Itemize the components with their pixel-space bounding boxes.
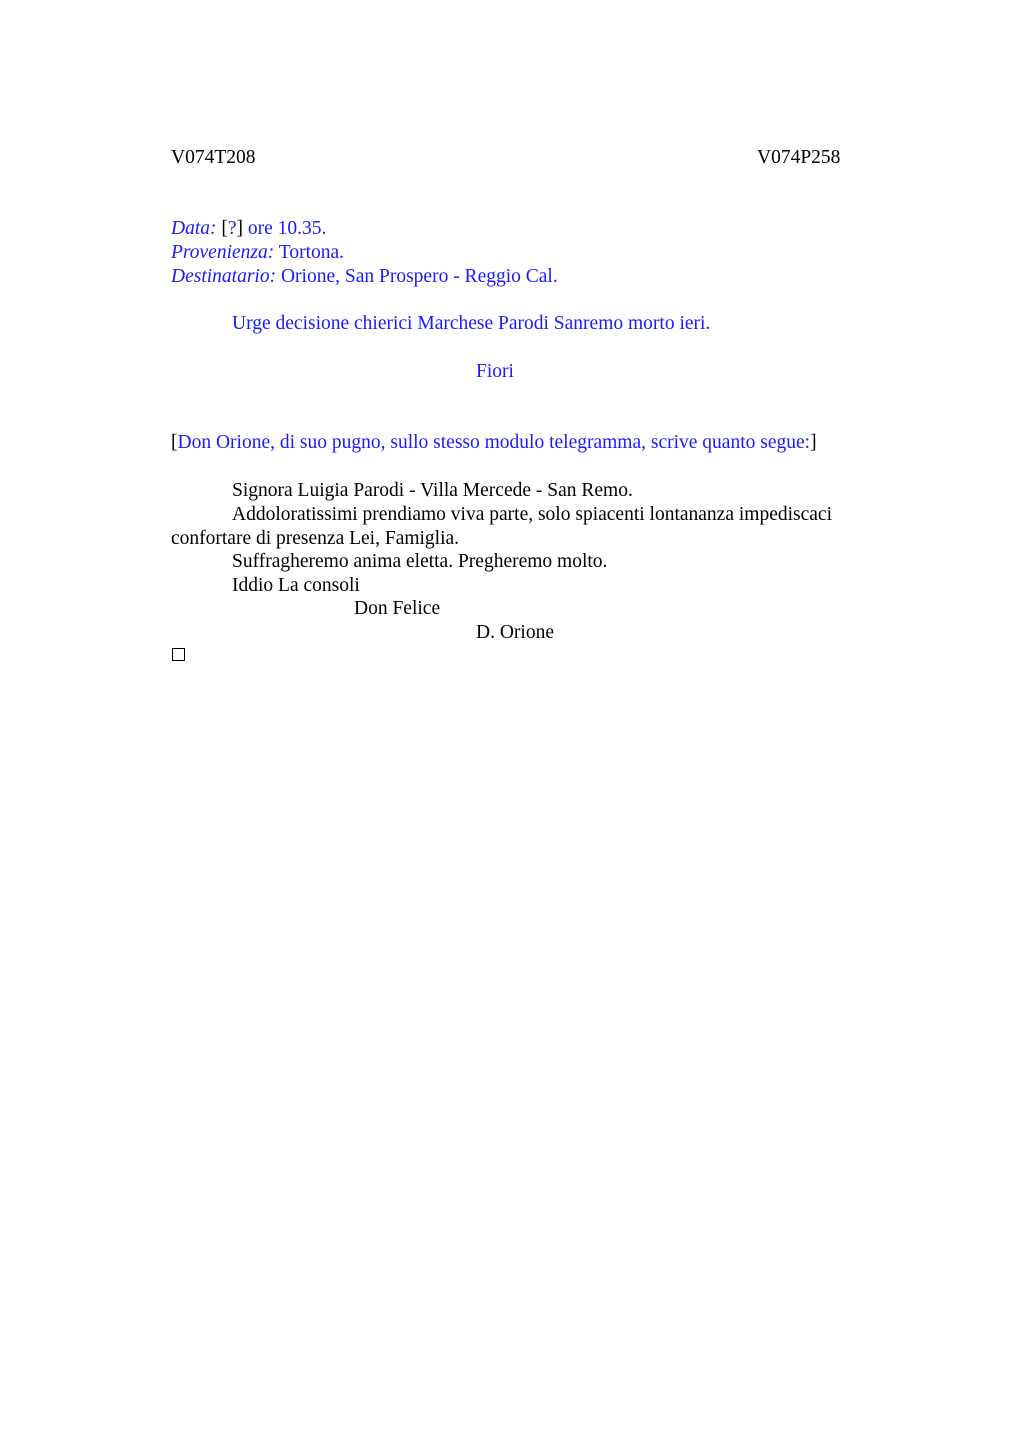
meta-provenienza-line [171, 241, 344, 265]
document-code-right: V074P258 [757, 147, 841, 168]
data-bracket-close: ] [236, 218, 244, 239]
data-unknown: ? [227, 218, 237, 239]
editorial-note [171, 431, 817, 455]
telegram-signature: Fiori [476, 361, 514, 382]
telegram-text: Urge decisione chierici Marchese Parodi Sanremo morto ieri. [232, 313, 711, 334]
end-marker-square-icon [172, 648, 185, 661]
reply-line-4: Iddio La consoli [232, 575, 360, 596]
reply-addressee: Signora Luigia Parodi - Villa Mercede - San Remo. [232, 480, 633, 501]
editorial-note-text: Don Orione, di suo pugno, sullo stesso modulo telegramma, scrive quanto segue: [177, 432, 811, 453]
editorial-note-open: [ [171, 432, 178, 453]
reply-line-3: Suffragheremo anima eletta. Pregheremo molto. [232, 551, 608, 572]
reply-line-2: confortare di presenza Lei, Famiglia. [171, 528, 460, 549]
reply-signature-1: Don Felice [354, 598, 441, 619]
data-value: ore 10.35. [243, 218, 327, 239]
provenienza-value: Tortona. [274, 242, 345, 263]
document-code-left: V074T208 [171, 147, 256, 168]
data-bracket-open: [ [221, 218, 228, 239]
destinatario-label: Destinatario: [171, 266, 277, 287]
provenienza-label: Provenienza: [171, 242, 275, 263]
data-label: Data: [171, 218, 217, 239]
reply-signature-2: D. Orione [476, 622, 554, 643]
reply-line-1: Addoloratissimi prendiamo viva parte, solo spiacenti lontananza impediscaci [232, 504, 832, 525]
meta-data-line [171, 217, 326, 241]
destinatario-value: Orione, San Prospero - Reggio Cal. [276, 266, 558, 287]
meta-destinatario-line [171, 265, 558, 289]
editorial-note-close: ] [810, 432, 817, 453]
